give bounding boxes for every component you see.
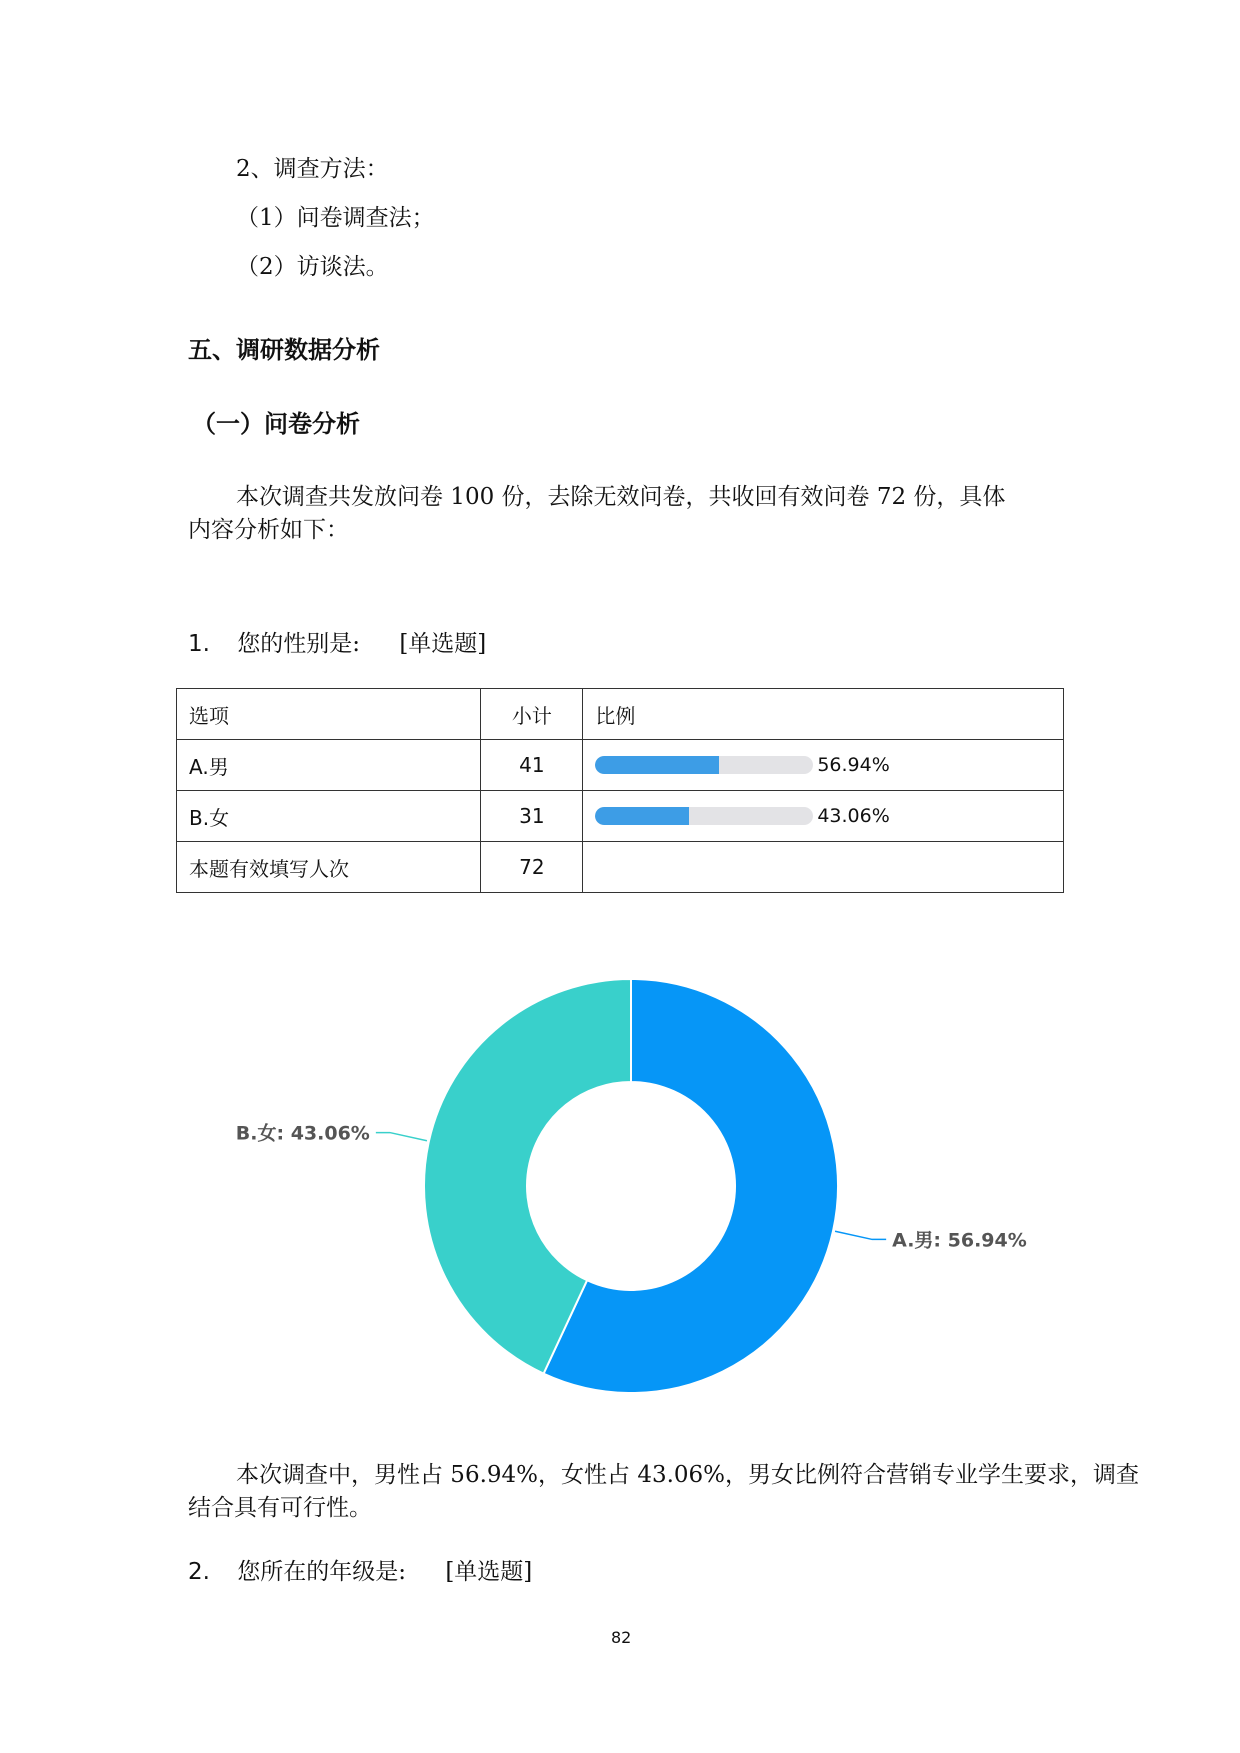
table-total-row [177, 842, 1064, 893]
total-empty-cell [583, 842, 1064, 893]
table-row [177, 740, 1064, 791]
ratio-bar-track [595, 756, 813, 774]
header-option: 选项 [177, 689, 481, 740]
question-text: 您的性别是: [237, 631, 361, 657]
row-ratio [583, 791, 1064, 842]
row-count: 31 [481, 791, 583, 842]
intro-line-1: 本次调查共发放问卷 100 份，去除无效问卷，共收回有效问卷 72 份，具体 [236, 484, 1006, 510]
page-number: 82 [611, 1628, 632, 1647]
method-title: 2、调查方法： [236, 156, 389, 182]
question-type: [单选题] [445, 1559, 533, 1585]
leader-line-1 [835, 1231, 886, 1239]
row-option: B.女 [177, 791, 481, 842]
ratio-percent: 56.94% [817, 754, 890, 776]
question-2 [188, 1553, 532, 1586]
results-table [176, 688, 1064, 893]
donut-label-1: A.男: 56.94% [892, 1229, 1027, 1252]
conclusion-line-1: 本次调查中，男性占 56.94%，女性占 43.06%，男女比例符合营销专业学生要求，调查 [236, 1462, 1140, 1488]
gender-donut-chart [0, 960, 1240, 1420]
question-number: 2. [188, 1559, 210, 1585]
leader-line-2 [376, 1133, 427, 1141]
question-1 [188, 625, 486, 658]
ratio-percent: 43.06% [817, 805, 890, 827]
ratio-bar-fill [595, 756, 719, 774]
question-text: 您所在的年级是: [237, 1559, 407, 1585]
question-type: [单选题] [399, 631, 487, 657]
conclusion-line-2: 结合具有可行性。 [188, 1495, 372, 1521]
ratio-bar-fill [595, 807, 689, 825]
row-count: 41 [481, 740, 583, 791]
header-ratio: 比例 [583, 689, 1064, 740]
question-number: 1. [188, 631, 210, 657]
header-count: 小计 [481, 689, 583, 740]
table-row [177, 791, 1064, 842]
total-count: 72 [481, 842, 583, 893]
total-label: 本题有效填写人次 [177, 842, 481, 893]
row-option: A.男 [177, 740, 481, 791]
donut-label-2: B.女: 43.06% [235, 1122, 370, 1145]
table-header-row [177, 689, 1064, 740]
method-item-interview: （2）访谈法。 [236, 254, 389, 280]
section-subheading: （一）问卷分析 [192, 410, 360, 438]
ratio-bar-track [595, 807, 813, 825]
section-heading: 五、调研数据分析 [188, 336, 380, 364]
row-ratio [583, 740, 1064, 791]
method-item-questionnaire: （1）问卷调查法； [236, 205, 435, 231]
intro-line-2: 内容分析如下： [188, 517, 349, 543]
